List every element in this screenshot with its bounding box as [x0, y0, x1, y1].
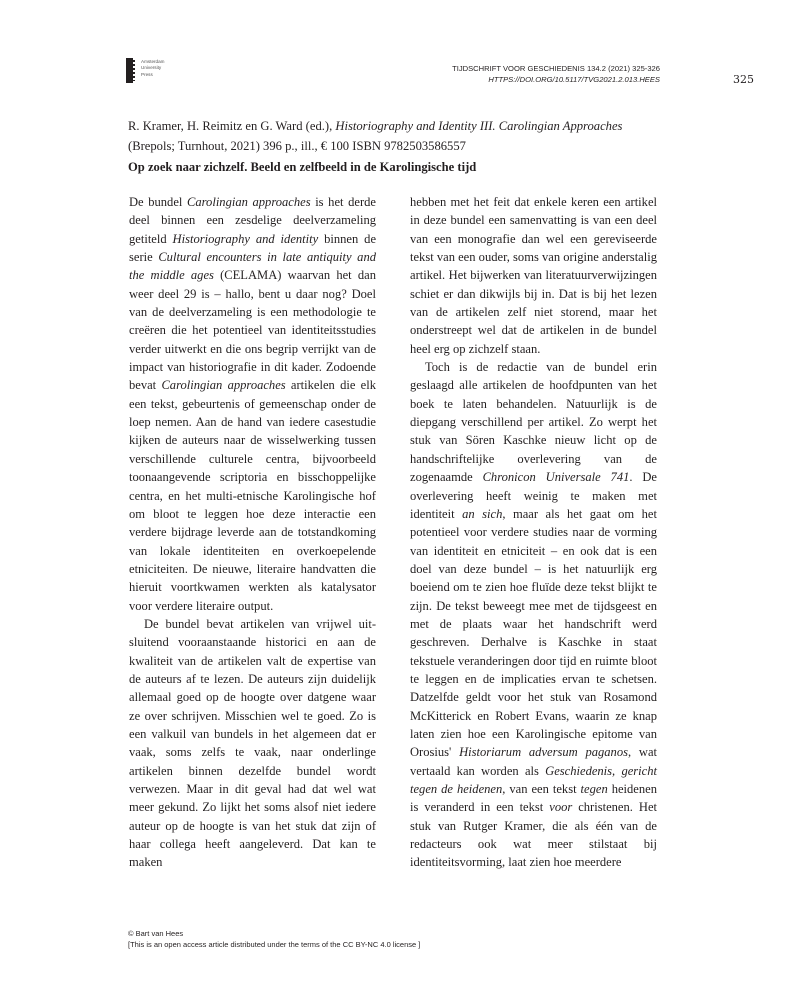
paragraph: De bundel bevat artikelen van vrijwel uitsluitend vooraanstaande historici en aan de kwaliteit van de artikelen valt de expertise van de auteurs af te lezen. De auteurs zijn duidelijk allemaal goed op de hoogte over datgene waar ze over schrijven. Misschien wel te goed. Zo is een valkuil van bundels in het algemeen dat er vaak, soms zelfs te vaak, naar onderlinge artikelen binnen dezelfde bundel wordt verwezen. Maar in dit geval had dat wel wat meer gekund. Zo lijkt het soms alsof niet iedere auteur op de hoogte is van het stuk dat zijn of haar collega heeft aangeleverd. Dat kan te maken: [129, 616, 376, 870]
italic-title: Chronicon Universale 741: [482, 470, 630, 485]
publisher-name: Amsterdam University Press: [141, 59, 165, 77]
italic-title: Cultural encounters in late antiquity and the middle ages: [129, 250, 376, 283]
italic-title: Historiography and identity: [172, 231, 319, 246]
page-footer: [128, 928, 420, 950]
book-citation: [128, 116, 688, 156]
publisher-logo: [126, 58, 165, 83]
italic-title: Historiarum adversum paganos: [459, 745, 628, 760]
page-number: 325: [733, 73, 754, 86]
italic-title: voor: [549, 800, 573, 815]
text-column-right: [410, 193, 657, 872]
review-title: Op zoek naar zichzelf. Beeld en zelfbeeld in de Karolingische tijd: [128, 160, 477, 174]
license-notice: [This is an open access article distributed under the terms of the CC BY-NC 4.0 license ]: [128, 940, 421, 949]
italic-title: tegen: [580, 782, 608, 796]
paragraph: Toch is de redactie van de bundel erin geslaagd alle artikelen de hoofdpunten van het boek te laten behandelen. Natuurlijk is de diepgang verschillend per artikel. Zo werpt het stuk van Sören Kaschke nieuw licht op de handschriftelijke overlevering van de zogenaamde Chronicon Universale 741. De overlevering heeft weinig te maken met identiteit an sich, maar als het gaat om het potentieel voor verdere studies naar de vorming van identiteit en etniciteit – en ook dat is een doel van deze bundel – is het natuurlijk erg boeiend om te zien hoe fluïde deze tekst blijkt te zijn. De tekst beweegt mee met de tijdsgeest en met de plaats waar het handschrift werd geschreven. Derhalve is Kaschke in staat tekstuele veranderingen door tijd en ruimte bloot te leggen en de implicaties ervan te schetsen. Datzelfde geldt voor het stuk van Rosamond McKitterick en Robert Evans, waarin ze knap laten zien hoe een Karolingische epitome van Orosius' Historiarum adversum paganos, wat vertaald kan worden als Geschiedenis, gericht tegen de heidenen, van een tekst tegen heidenen is veranderd in een tekst voor christenen. Het stuk van Rutger Kramer, die als één van de redacteurs ook wat meer stilstaat bij identiteitsvorming, laat zien hoe meerdere: [410, 360, 658, 870]
italic-title: Geschiedenis, gericht tegen de heidenen: [410, 763, 657, 796]
citation-details: (Brepols; Turnhout, 2021) 396 p., ill., € 100 ISBN 9782503586557: [128, 139, 466, 153]
journal-header: [452, 64, 660, 85]
paragraph: De bundel Carolingian approaches is het derde deel binnen een zesdelige deelverzameling getiteld Historiography and identity binnen de serie Cultural encounters in late antiquity and the middle ages (CELAMA) waarvan het dan weer deel 29 is – hallo, bent u daar nog? Doel van de deelverzameling is een methodologie te creëren die het potentieel van identiteitsstudies verder uitwerkt en die ons begrip verrijkt van de impact van historiografie in dit kader. Zodoende bevat Carolingian approaches artikelen die elk een tekst, gebeurtenis of gemeenschap onder de loep nemen. Aan de hand van iedere casestudie kijken de auteurs naar de wisselwerking tussen verschillende culturele centra, bijvoorbeeld toonaangevende scriptoria en bisschoppelijke centra, en het multi-etnische Karolingische hof om bloot te leggen hoe deze interactie een verdere bijdrage leverde aan de totstandkoming van lokale identiteiten en overkoepelende etniciteiten. De nieuwe, literaire handvatten die hieruit voortkwamen werkten als katalysator voor verdere literaire output.: [129, 195, 377, 613]
publisher-logo-mark-icon: [126, 58, 133, 83]
citation-book-title: Historiography and Identity III. Carolingian Approaches: [335, 119, 623, 133]
citation-authors: R. Kramer, H. Reimitz en G. Ward (ed.),: [128, 119, 336, 133]
text-column-left: [129, 193, 376, 872]
journal-title-line: TIJDSCHRIFT VOOR GESCHIEDENIS 134.2 (2021) 325-326: [452, 64, 660, 73]
italic-title: Carolingian approaches: [187, 195, 311, 209]
italic-title: an sich: [462, 506, 503, 521]
italic-title: Carolingian approaches: [161, 378, 286, 393]
paragraph: hebben met het feit dat enkele keren een artikel in deze bundel een samenvatting is van een deel van een monografie dan wel een gereviseerde tekst van een ouder, soms van origine anderstalig artikel. Het bijwerken van literatuurverwijzingen schiet er dan dikwijls bij in. Dat is bij het lezen van de artikelen zelf niet storend, maar het onderstreept wel dat de artikelen in de bundel heel erg op zichzelf staan.: [410, 195, 657, 356]
copyright-notice: © Bart van Hees: [128, 929, 184, 938]
doi-link[interactable]: HTTPS://DOI.ORG/10.5117/TVG2021.2.013.HEES: [488, 74, 660, 84]
